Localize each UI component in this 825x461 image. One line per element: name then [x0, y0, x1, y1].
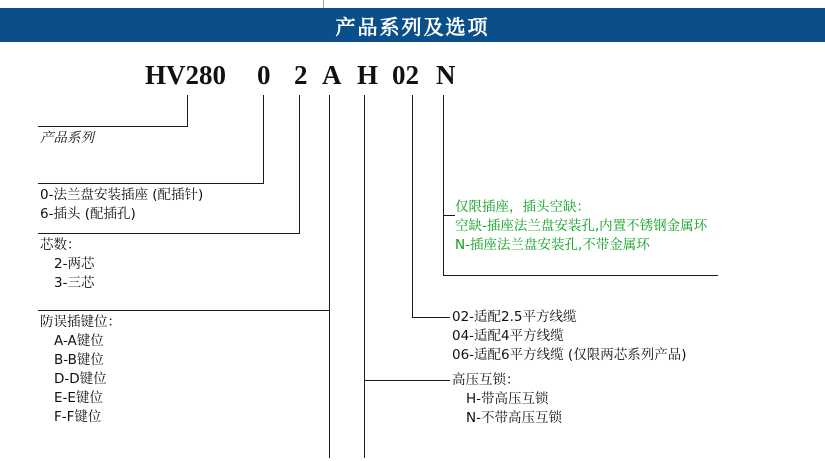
leader-metalring-bracket-bottom	[443, 275, 718, 276]
leader-keying-vertical	[329, 95, 330, 310]
leader-cable-horizontal	[412, 317, 450, 318]
callout-hvil	[452, 371, 562, 428]
leader-type-vertical	[263, 95, 264, 183]
part-number-segment-series: HV280	[145, 60, 226, 90]
leader-type-horizontal	[38, 183, 264, 184]
leader-cores-vertical	[299, 95, 300, 233]
part-number-segment-cable: 02	[392, 60, 419, 90]
part-number-segment-cores: 2	[294, 60, 308, 90]
callout-hvil-line-2: N-不带高压互锁	[466, 410, 562, 426]
callout-cable	[452, 308, 686, 365]
leader-hvil-bottom-vertical	[364, 380, 365, 458]
callout-keying-line-0: 防误插键位：	[40, 314, 121, 330]
leader-keying-bottom-vertical	[329, 310, 330, 458]
callout-cores	[40, 236, 94, 293]
leader-cores-horizontal	[38, 233, 300, 234]
top-tick-mark	[323, 0, 324, 8]
leader-series-vertical	[187, 95, 188, 126]
part-number-segment-metalring: N	[436, 60, 456, 90]
callout-keying-line-3: D-D键位	[54, 371, 107, 387]
callout-keying-line-5: F-F键位	[54, 409, 102, 425]
callout-metalring	[455, 198, 707, 255]
part-number-segment-type: 0	[257, 60, 271, 90]
callout-metalring-line-1: 空缺-插座法兰盘安装孔,内置不锈钢金属环	[455, 218, 708, 234]
callout-cable-line-0: 02-适配2.5平方线缆	[452, 309, 577, 325]
leader-hvil-horizontal	[364, 380, 450, 381]
callout-hvil-line-0: 高压互锁：	[452, 372, 520, 388]
page-title-bar	[0, 8, 825, 42]
part-number-segment-keying: A	[322, 60, 342, 90]
callout-type-line-0: 0-法兰盘安装插座 (配插针)	[40, 187, 204, 203]
callout-cores-line-1: 2-两芯	[54, 256, 95, 272]
callout-keying	[40, 313, 121, 427]
callout-type	[40, 186, 203, 224]
leader-hvil-vertical	[364, 95, 365, 380]
callout-metalring-line-2: N-插座法兰盘安装孔,不带金属环	[455, 237, 650, 253]
callout-cores-line-2: 3-三芯	[54, 275, 95, 291]
leader-cable-vertical	[412, 95, 413, 317]
callout-keying-line-1: A-A键位	[54, 333, 104, 349]
callout-hvil-line-1: H-带高压互锁	[466, 391, 549, 407]
page-title: 产品系列及选项	[335, 14, 490, 39]
callout-cable-line-2: 06-适配6平方线缆 (仅限两芯系列产品)	[452, 347, 687, 363]
leader-metalring-vertical	[443, 95, 444, 215]
leader-metalring-horizontal	[443, 215, 455, 216]
callout-keying-line-4: E-E键位	[54, 390, 103, 406]
callout-cores-line-0: 芯数：	[40, 237, 81, 253]
leader-metalring-bracket	[443, 215, 444, 275]
callout-series	[40, 129, 94, 148]
leader-keying-horizontal	[38, 310, 330, 311]
part-number-segment-hvil: H	[357, 60, 379, 90]
leader-series-horizontal	[38, 126, 188, 127]
callout-series-line-0: 产品系列	[40, 130, 94, 146]
callout-cable-line-1: 04-适配4平方线缆	[452, 328, 564, 344]
callout-type-line-1: 6-插头 (配插孔)	[40, 206, 136, 222]
callout-metalring-line-0: 仅限插座，插头空缺：	[455, 199, 590, 215]
callout-keying-line-2: B-B键位	[54, 352, 104, 368]
